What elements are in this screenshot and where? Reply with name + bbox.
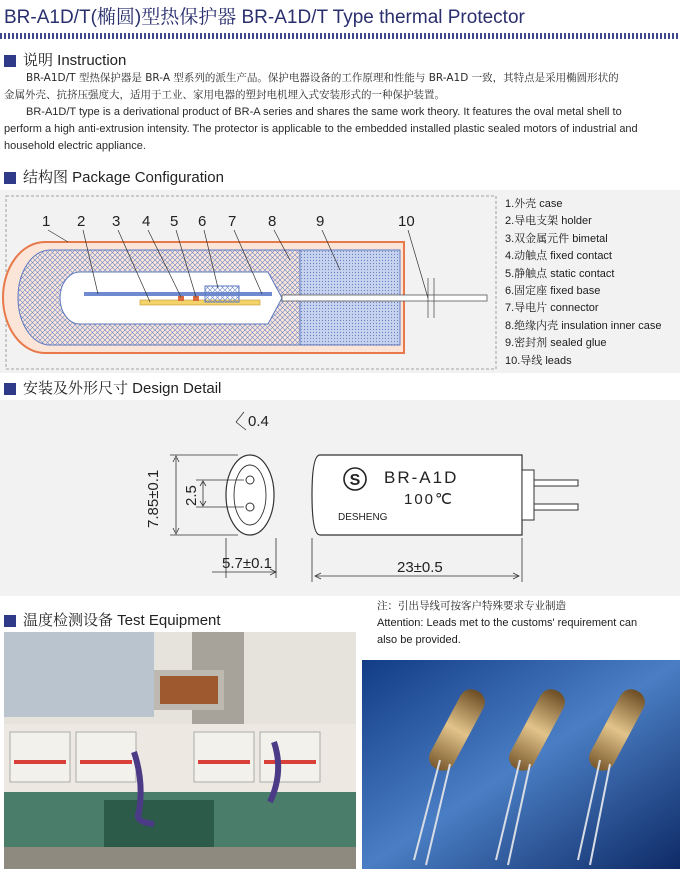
square-bullet-icon: [4, 172, 16, 184]
dim-height: 7.85±0.1: [145, 469, 162, 528]
attention-zh: 注：引出导线可按客户特殊要求专业制造: [377, 600, 566, 612]
instruction-text: [4, 70, 680, 155]
callout-4: 4: [142, 213, 151, 230]
callout-7: 7: [228, 213, 237, 230]
brand-label: DESHENG: [338, 512, 388, 523]
legend-item: 1.外壳 case: [505, 198, 563, 210]
test-heading: [4, 611, 221, 631]
callout-9: 9: [316, 213, 325, 230]
package-heading: [4, 168, 224, 188]
callout-3: 3: [112, 213, 121, 230]
dim-width: 5.7±0.1: [222, 555, 272, 572]
test-heading-label: 温度检测设备 Test Equipment: [23, 612, 221, 629]
instruction-en-line2: perform a high anti-extrusion intensity. The protector is applicable to the embedded installed plastic sealed motors of industrial and: [4, 123, 638, 135]
square-bullet-icon: [4, 55, 16, 67]
dim-pitch: 2.5: [183, 485, 200, 506]
legend-item: 10.导线 leads: [505, 354, 572, 367]
square-bullet-icon: [4, 383, 16, 395]
legend-list: [505, 196, 680, 370]
instruction-heading: [4, 51, 126, 71]
legend-item: 9.密封剂 sealed glue: [505, 337, 607, 350]
square-bullet-icon: [4, 615, 16, 627]
logo-letter: S: [349, 472, 361, 489]
end-view-oval: [226, 455, 274, 535]
callout-5: 5: [170, 213, 179, 230]
legend-item: 4.动触点 fixed contact: [505, 250, 612, 263]
dim-length: 23±0.5: [397, 559, 443, 576]
callout-6: 6: [198, 213, 207, 230]
attention-note: [377, 598, 677, 649]
inner-cavity-shape: [60, 272, 282, 324]
lab-photo: [4, 632, 356, 869]
attention-en-line1: Attention: Leads met to the customs' requirement can: [377, 617, 638, 629]
design-heading: [4, 379, 221, 399]
legend-item: 3.双金属元件 bimetal: [505, 232, 608, 245]
holder-shape: [84, 292, 272, 296]
page-title: BR-A1D/T(椭圆)型热保护器 BR-A1D/T Type thermal Protector: [4, 7, 525, 28]
attention-en-line2: also be provided.: [377, 634, 461, 646]
product-photo: [362, 660, 680, 869]
legend-item: 7.导电片 connector: [505, 302, 599, 315]
instruction-en-line3: household electric appliance.: [4, 140, 146, 152]
callout-1: 1: [42, 213, 51, 230]
instruction-zh-line1: BR-A1D/T 型热保护器是 BR-A 型系列的派生产品。保护电器设备的工作原理和性能与 BR-A1D 一致，其特点是采用椭圆形状的: [26, 72, 619, 84]
temp-label: 100℃: [404, 491, 454, 508]
leads-shape: [282, 295, 487, 301]
design-drawing: [0, 400, 680, 596]
title-divider: [0, 33, 680, 39]
instruction-zh-line2: 金属外壳、抗挤压强度大，适用于工业、家用电器的塑封电机埋入式安装形式的一种保护装置。: [4, 89, 445, 101]
legend-item: 6.固定座 fixed base: [505, 284, 601, 297]
callout-10: 10: [398, 213, 415, 230]
legend-item: 5.静触点 static contact: [505, 267, 615, 280]
legend-item: 8.绝缘内壳 insulation inner case: [505, 319, 662, 332]
design-heading-label: 安装及外形尺寸 Design Detail: [23, 380, 222, 397]
dim-thickness: 0.4: [248, 413, 269, 430]
model-label: BR-A1D: [384, 468, 459, 487]
instruction-heading-label: 说明 Instruction: [23, 52, 127, 69]
package-heading-label: 结构图 Package Configuration: [23, 169, 224, 186]
fixed-base-shape: [205, 286, 239, 302]
callout-8: 8: [268, 213, 277, 230]
callout-2: 2: [77, 213, 86, 230]
instruction-en-line1: BR-A1D/T type is a derivational product of BR-A series and shares the same work theory. It features the oval metal shell to: [26, 106, 622, 118]
legend-item: 2.导电支架 holder: [505, 215, 592, 228]
package-diagram: [0, 190, 500, 373]
bimetal-shape: [140, 300, 260, 305]
